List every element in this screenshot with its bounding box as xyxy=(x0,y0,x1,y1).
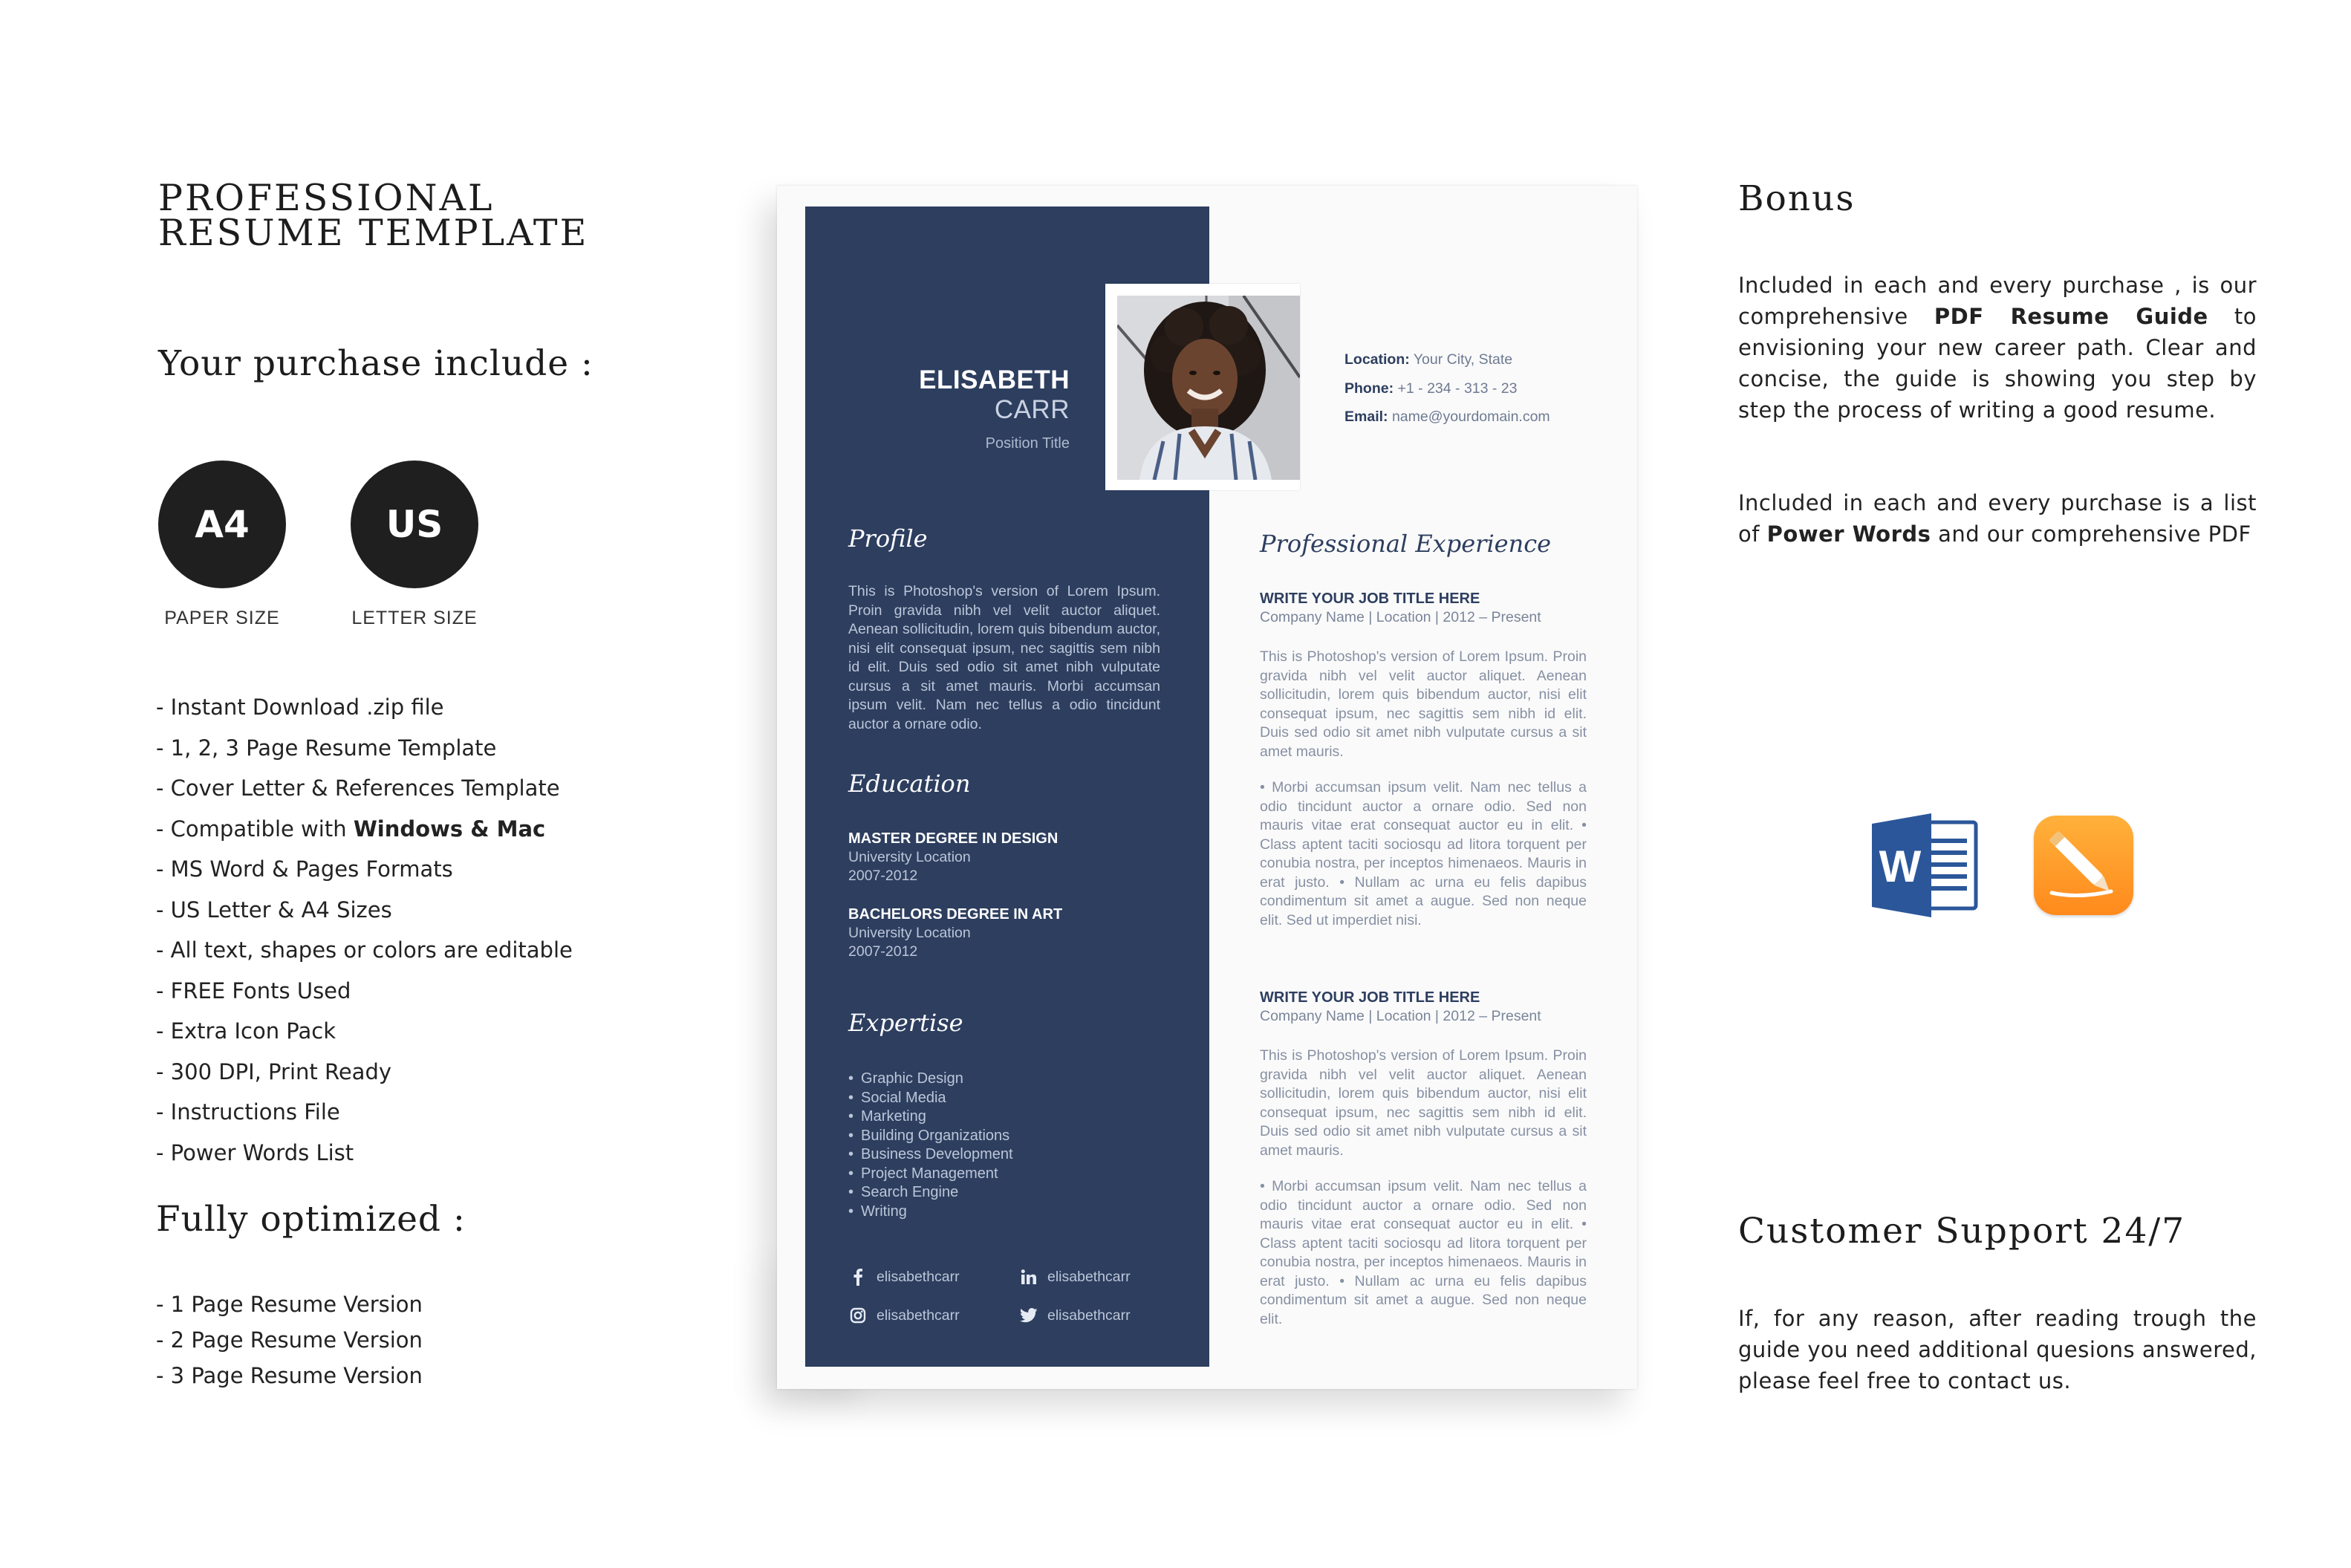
contact-value: +1 - 234 - 313 - 23 xyxy=(1397,380,1518,397)
contact-value: name@yourdomain.com xyxy=(1391,409,1550,425)
bonus-text: to envisioning your new career path. Clear and concise, the guide is showing you step by step the process of writing a good resume. xyxy=(1738,304,2257,423)
job-summary: This is Photoshop's version of Lorem Ipsum. Proin gravida nibh vel velit auctor aliquet. Aenean sollicitudin, lorem quis bibendum auctor, nisi elit consequat ipsum, nec sagittis sem nibh id elit. Duis sed odio sit amet nibh vulputate cursus a sit amet mauris. xyxy=(1260,648,1587,760)
facebook-icon xyxy=(848,1267,868,1286)
contact-label: Phone: xyxy=(1344,380,1394,397)
expertise-item: • Social Media xyxy=(848,1089,1013,1108)
resume-preview xyxy=(777,186,1637,1389)
social-handle: elisabethcarr xyxy=(1047,1268,1131,1285)
bonus-text: Included in each and every purchase is a list of xyxy=(1738,490,2257,547)
expertise-item: • Marketing xyxy=(848,1107,1013,1127)
expertise-item: • Building Organizations xyxy=(848,1127,1013,1146)
contact-label: Email: xyxy=(1344,409,1388,425)
feature-item: - MS Word & Pages Formats xyxy=(156,856,453,882)
instagram-icon xyxy=(848,1306,868,1325)
feature-item xyxy=(156,809,573,850)
feature-item: - 300 DPI, Print Ready xyxy=(156,1058,392,1084)
expertise-list xyxy=(848,1070,1013,1221)
job-company: Company Name | Location | 2012 – Present xyxy=(1260,609,1541,625)
job-bullets: • Morbi accumsan ipsum velit. Nam nec tellus a odio tincidunt auctor a ornare odio. Sed non mauris vitae erat consequat auctor eu in elit. • Class aptent taciti sociosqu ad litora torquent per conubia nostra, per inceptos himenaeos. Mauris in erat justo. • Nullam ac urna eu felis dapibus condimentum sit amet a augue. Sed non neque elit. Sed ut imperdiet nisi. xyxy=(1260,779,1587,928)
contact-phone xyxy=(1344,380,1518,397)
optimized-item: - 3 Page Resume Version xyxy=(156,1363,423,1388)
social-facebook xyxy=(848,1267,960,1286)
resume-portrait-photo xyxy=(1117,296,1300,480)
expertise-item: • Writing xyxy=(848,1203,1013,1222)
job-title: WRITE YOUR JOB TITLE HERE xyxy=(1260,591,1480,607)
apple-pages-icon xyxy=(2034,816,2133,915)
svg-text:W: W xyxy=(1879,842,1922,891)
job-title: WRITE YOUR JOB TITLE HERE xyxy=(1260,989,1480,1006)
resume-last-name: CARR xyxy=(994,395,1070,424)
optimized-item: - 2 Page Resume Version xyxy=(156,1327,423,1353)
feature-item: - FREE Fonts Used xyxy=(156,977,351,1003)
profile-heading: Profile xyxy=(848,524,928,553)
bonus-text: Included in each and every purchase , is our comprehensive xyxy=(1738,273,2257,329)
feature-item: - 1, 2, 3 Page Resume Template xyxy=(156,735,497,761)
education-years: 2007-2012 xyxy=(848,868,918,884)
purchase-heading: Your purchase include : xyxy=(158,343,594,384)
expertise-item: • Project Management xyxy=(848,1165,1013,1184)
job-bullets: • Morbi accumsan ipsum velit. Nam nec tellus a odio tincidunt auctor a ornare odio. Sed non mauris vitae erat consequat auctor eu in elit. • Class aptent taciti sociosqu ad litora torquent per conubia nostra, per inceptos himenaeos. Mauris in erat justo. • Nullam ac urna eu felis dapibus condimentum sit amet a augue. Sed non neque elit. xyxy=(1260,1178,1587,1327)
bonus-heading: Bonus xyxy=(1738,178,1856,219)
social-linkedin xyxy=(1019,1267,1131,1286)
contact-location xyxy=(1344,351,1512,368)
feature-item: - Extra Icon Pack xyxy=(156,1018,336,1044)
a4-circle: A4 xyxy=(158,461,286,588)
bonus-bold-text: PDF Resume Guide xyxy=(1934,304,2208,329)
linkedin-icon xyxy=(1019,1267,1038,1286)
social-instagram xyxy=(848,1306,960,1325)
feature-item: - Cover Letter & References Template xyxy=(156,775,560,801)
contact-label: Location: xyxy=(1344,351,1410,368)
microsoft-word-icon xyxy=(1872,813,1980,917)
education-location: University Location xyxy=(848,925,971,941)
feature-item: - All text, shapes or colors are editable xyxy=(156,937,573,963)
bonus-paragraph-2 xyxy=(1738,487,2257,550)
expertise-item: • Business Development xyxy=(848,1145,1013,1165)
a4-label: PAPER SIZE xyxy=(164,608,280,628)
bonus-paragraph-1 xyxy=(1738,270,2257,426)
us-badge xyxy=(351,461,478,629)
feature-text: - Compatible with xyxy=(156,816,354,842)
contact-email xyxy=(1344,409,1550,426)
us-label: LETTER SIZE xyxy=(351,608,478,628)
education-years: 2007-2012 xyxy=(848,943,918,960)
profile-text: This is Photoshop's version of Lorem Ipsum. Proin gravida nibh vel velit auctor aliquet. Aenean sollicitudin, lorem quis bibendum auctor, nisi elit consequat ipsum, nec sagittis sem nibh id elit. Duis sed odio sit amet nibh vulputate cursus a sit amet mauris. Morbi accumsan ipsum velit. Nam nec tellus a odio tincidunt auctor a ornare odio. xyxy=(848,583,1160,732)
education-degree: MASTER DEGREE IN DESIGN xyxy=(848,830,1059,847)
social-twitter xyxy=(1019,1306,1131,1325)
resume-first-name: ELISABETH xyxy=(919,365,1070,394)
education-location: University Location xyxy=(848,849,971,865)
experience-heading: Professional Experience xyxy=(1260,530,1552,558)
feature-item: - Instructions File xyxy=(156,1099,340,1125)
job-company: Company Name | Location | 2012 – Present xyxy=(1260,1008,1541,1024)
a4-badge xyxy=(158,461,286,629)
job-summary: This is Photoshop's version of Lorem Ipsum. Proin gravida nibh vel velit auctor aliquet. Aenean sollicitudin, lorem quis bibendum auctor, nisi elit consequat ipsum, nec sagittis sem nibh id elit. Duis sed odio sit amet nibh vulputate cursus a sit amet mauris. xyxy=(1260,1047,1587,1159)
bonus-text: and our comprehensive PDF xyxy=(1931,521,2251,547)
expertise-heading: Expertise xyxy=(848,1009,963,1037)
contact-value: Your City, State xyxy=(1413,351,1513,368)
twitter-icon xyxy=(1019,1306,1038,1325)
social-handle: elisabethcarr xyxy=(877,1307,960,1324)
social-handle: elisabethcarr xyxy=(1047,1307,1131,1324)
optimized-item: - 1 Page Resume Version xyxy=(156,1292,423,1317)
resume-photo-frame xyxy=(1105,284,1300,490)
feature-bold-text: Windows & Mac xyxy=(353,816,546,842)
support-heading: Customer Support 24/7 xyxy=(1738,1211,2186,1252)
support-text: If, for any reason, after reading trough the guide you need additional quesions answered, please feel free to contact us. xyxy=(1738,1306,2257,1393)
education-degree: BACHELORS DEGREE IN ART xyxy=(848,906,1063,923)
feature-list xyxy=(156,687,573,1173)
feature-item: - Power Words List xyxy=(156,1139,354,1165)
page-title: PROFESSIONAL RESUME TEMPLATE xyxy=(158,177,589,254)
us-circle: US xyxy=(351,461,478,588)
resume-position-title: Position Title xyxy=(985,435,1070,452)
feature-item: - US Letter & A4 Sizes xyxy=(156,897,392,923)
expertise-item: • Graphic Design xyxy=(848,1070,1013,1089)
feature-item: - Instant Download .zip file xyxy=(156,694,444,720)
optimized-heading: Fully optimized : xyxy=(156,1199,466,1240)
optimized-list xyxy=(156,1286,423,1393)
education-heading: Education xyxy=(848,770,971,798)
expertise-item: • Search Engine xyxy=(848,1183,1013,1203)
bonus-bold-text: Power Words xyxy=(1766,521,1931,547)
social-handle: elisabethcarr xyxy=(877,1268,960,1285)
